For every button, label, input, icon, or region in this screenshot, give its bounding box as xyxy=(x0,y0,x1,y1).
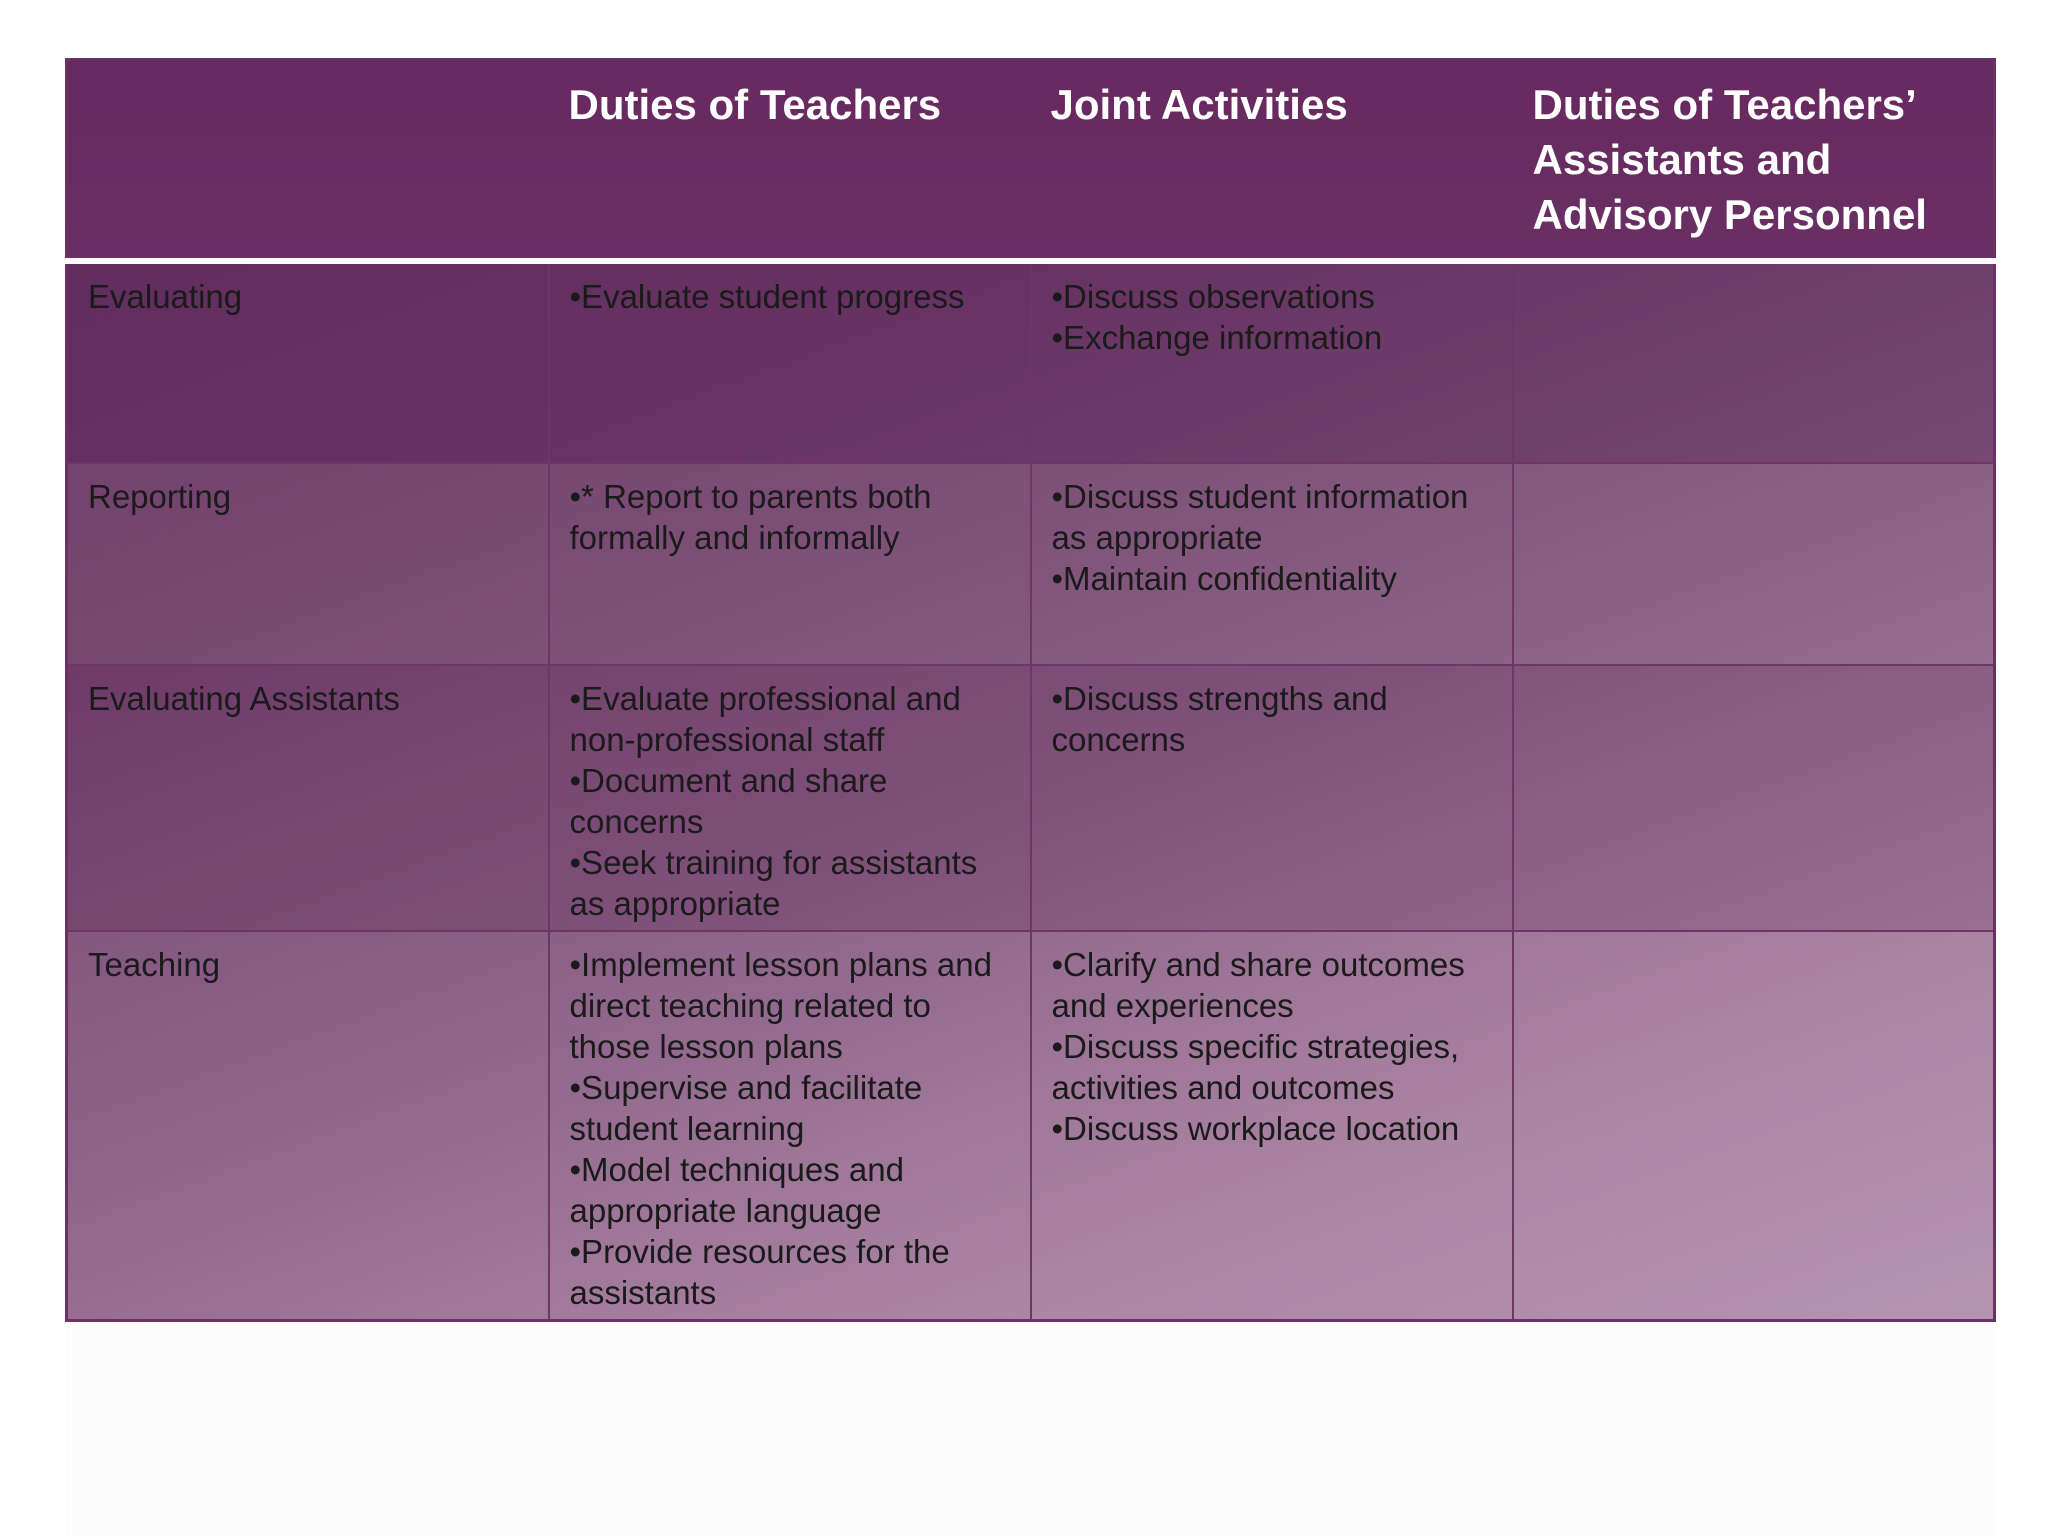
category-cell: Evaluating Assistants xyxy=(67,665,549,931)
list-item: •Discuss student information as appropriate xyxy=(1051,477,1469,556)
list-item: •Discuss strengths and concerns xyxy=(1051,679,1388,758)
header-cell-assistants: Duties of Teachers’ Assistants and Advisory Personnel xyxy=(1513,60,1995,261)
joint-activities-cell xyxy=(1031,261,1513,463)
list-item: •Model techniques and appropriate language xyxy=(569,1150,904,1229)
joint-activities-cell xyxy=(1031,463,1513,665)
joint-activities-cell xyxy=(1031,665,1513,931)
table-header-row xyxy=(67,60,1995,261)
list-item: •Discuss observations xyxy=(1051,277,1375,315)
teachers-duties-cell xyxy=(549,665,1031,931)
assistants-duties-cell xyxy=(1513,463,1995,665)
assistants-duties-cell xyxy=(1513,665,1995,931)
table-row xyxy=(67,665,1995,931)
header-cell-teachers: Duties of Teachers xyxy=(549,60,1031,261)
table-row xyxy=(67,261,1995,463)
list-item: •Provide resources for the assistants xyxy=(569,1232,950,1311)
page-footer-area xyxy=(65,1320,1996,1536)
list-item: •Discuss specific strategies, activities and outcomes xyxy=(1051,1027,1460,1106)
teachers-duties-cell xyxy=(549,463,1031,665)
duties-table xyxy=(65,58,1996,1322)
category-cell: Reporting xyxy=(67,463,549,665)
category-cell: Evaluating xyxy=(67,261,549,463)
list-item: •Supervise and facilitate student learning xyxy=(569,1068,923,1147)
assistants-duties-cell xyxy=(1513,931,1995,1321)
joint-activities-cell xyxy=(1031,931,1513,1321)
list-item: •* Report to parents both formally and informally xyxy=(569,477,932,556)
list-item: •Maintain confidentiality xyxy=(1051,559,1397,597)
header-cell-joint: Joint Activities xyxy=(1031,60,1513,261)
list-item: •Exchange information xyxy=(1051,318,1383,356)
list-item: •Implement lesson plans and direct teaching related to those lesson plans xyxy=(569,945,992,1065)
list-item: •Evaluate student progress xyxy=(569,277,965,315)
assistants-duties-cell xyxy=(1513,261,1995,463)
list-item: •Seek training for assistants as appropriate xyxy=(569,843,978,922)
table-row xyxy=(67,463,1995,665)
list-item: •Document and share concerns xyxy=(569,761,888,840)
header-cell-category xyxy=(67,60,549,261)
list-item: •Discuss workplace location xyxy=(1051,1109,1460,1147)
table-row xyxy=(67,931,1995,1321)
teachers-duties-cell xyxy=(549,931,1031,1321)
teachers-duties-cell xyxy=(549,261,1031,463)
category-cell: Teaching xyxy=(67,931,549,1321)
list-item: •Evaluate professional and non-professional staff xyxy=(569,679,961,758)
list-item: •Clarify and share outcomes and experiences xyxy=(1051,945,1465,1024)
